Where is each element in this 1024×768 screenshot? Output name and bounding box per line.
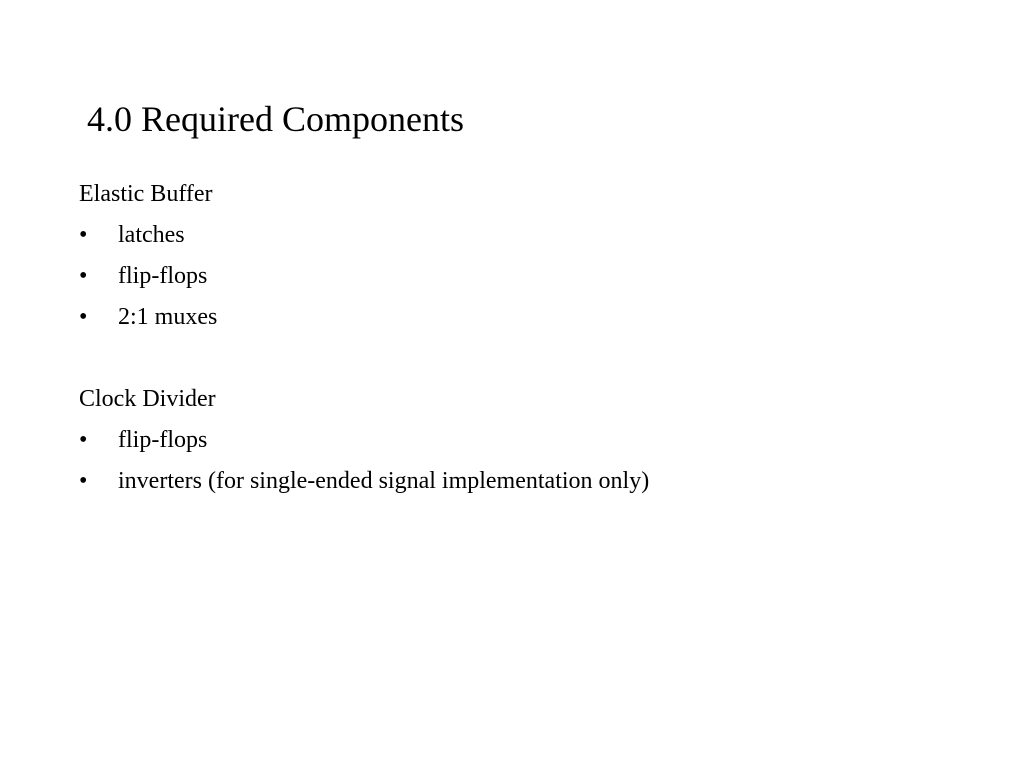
section-heading-clock-divider: Clock Divider <box>79 386 216 412</box>
bullet-dot-icon: • <box>79 222 88 248</box>
bullet-text: 2:1 muxes <box>118 304 218 330</box>
slide-content <box>79 176 979 504</box>
bullet-item <box>79 463 979 504</box>
bullet-dot-icon: • <box>79 427 88 453</box>
bullet-list-elastic-buffer <box>79 217 979 340</box>
section-heading-elastic-buffer: Elastic Buffer <box>79 181 213 207</box>
bullet-dot-icon: • <box>79 304 88 330</box>
bullet-dot-icon: • <box>79 263 88 289</box>
bullet-item <box>79 299 979 340</box>
bullet-text: flip-flops <box>118 427 208 453</box>
bullet-text: latches <box>118 222 185 248</box>
section-spacer <box>79 340 979 381</box>
bullet-item <box>79 258 979 299</box>
bullet-dot-icon: • <box>79 468 88 494</box>
bullet-list-clock-divider <box>79 422 979 504</box>
bullet-text: flip-flops <box>118 263 208 289</box>
bullet-text: inverters (for single-ended signal implementation only) <box>118 468 650 494</box>
bullet-item <box>79 422 979 463</box>
slide-title: 4.0 Required Components <box>87 99 464 139</box>
bullet-item <box>79 217 979 258</box>
